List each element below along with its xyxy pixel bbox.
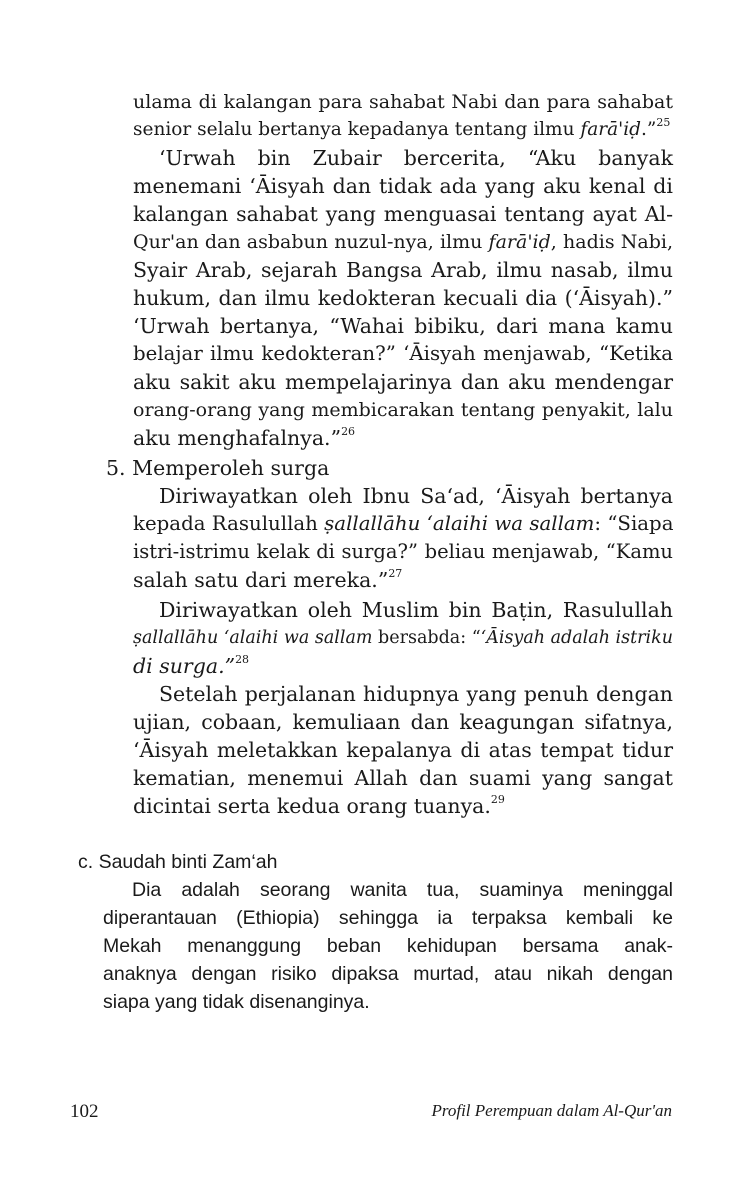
paragraph-line: dicintai serta kedua orang tuanya.$^{29}$ xyxy=(133,793,505,818)
paragraph-line: siapa yang tidak disenanginya. xyxy=(103,991,370,1013)
paragraph-line: ulama di kalangan para sahabat Nabi dan para sahabat xyxy=(133,91,673,113)
footnote-ref: 27 xyxy=(388,567,403,581)
paragraph-line: ṣallallāhu ‘alaihi wa sallam bersabda: “‘Āisyah adalah istriku xyxy=(133,628,673,648)
paragraph-line: ‘Urwah bertanya, “Wahai bibiku, dari mana kamu xyxy=(133,314,673,338)
paragraph-line: orang-orang yang membicarakan tentang penyakit, lalu xyxy=(133,399,673,421)
paragraph-line: kalangan sahabat yang menguasai tentang ayat Al- xyxy=(133,202,673,226)
paragraph-line: Diriwayatkan oleh Ibnu Sa‘ad, ‘Āisyah bertanya xyxy=(159,484,673,508)
footnote-ref: 29 xyxy=(490,793,505,807)
paragraph-line: Diriwayatkan oleh Muslim bin Baṭin, Rasulullah xyxy=(159,598,673,622)
paragraph-line: aku sakit aku mempelajarinya dan aku mendengar xyxy=(133,370,673,394)
paragraph-line: Mekah menanggung beban kehidupan bersama anak- xyxy=(103,935,673,957)
paragraph-line: ‘Urwah bin Zubair bercerita, “Aku banyak xyxy=(159,146,673,170)
list-item-heading: 5. Memperoleh surga xyxy=(106,456,330,480)
paragraph-line: diperantauan (Ethiopia) sehingga ia terpaksa kembali ke xyxy=(103,907,673,929)
paragraph-line: senior selalu bertanya kepadanya tentang ilmu farā'iḍ.”$^{25}$ xyxy=(133,115,671,140)
paragraph-line: hukum, dan ilmu kedokteran kecuali dia (‘Āisyah).” xyxy=(133,286,673,310)
paragraph-line: Setelah perjalanan hidupnya yang penuh dengan xyxy=(159,682,673,706)
paragraph-line: kematian, menemui Allah dan suami yang sangat xyxy=(133,766,673,790)
paragraph-line: aku menghafalnya.”$^{26}$ xyxy=(133,425,356,450)
footnote-ref: 25 xyxy=(656,115,671,129)
paragraph-line: istri-istrimu kelak di surga?” beliau menjawab, “Kamu xyxy=(133,540,673,563)
running-footer-title: Profil Perempuan dalam Al-Qur'an xyxy=(431,1101,672,1120)
paragraph-line: Syair Arab, sejarah Bangsa Arab, ilmu nasab, ilmu xyxy=(133,258,673,282)
footnote-ref: 26 xyxy=(341,425,356,439)
paragraph-line: anaknya dengan risiko dipaksa murtad, atau nikah dengan xyxy=(103,963,673,985)
paragraph-line: Qur'an dan asbabun nuzul-nya, ilmu farā'iḍ, hadis Nabi, xyxy=(133,231,673,253)
footnote-ref: 28 xyxy=(235,653,250,667)
paragraph-line: ‘Āisyah meletakkan kepalanya di atas tempat tidur xyxy=(133,738,673,762)
paragraph-line: belajar ilmu kedokteran?” ‘Āisyah menjawab, “Ketika xyxy=(133,342,673,365)
paragraph-line: salah satu dari mereka.”$^{27}$ xyxy=(133,567,403,592)
page-number: 102 xyxy=(70,1101,99,1122)
paragraph-line: ujian, cobaan, kemuliaan dan keagungan sifatnya, xyxy=(133,710,673,734)
section-heading: c. Saudah binti Zam‘ah xyxy=(78,851,278,873)
paragraph-line: menemani ‘Āisyah dan tidak ada yang aku kenal di xyxy=(133,174,673,198)
paragraph-line: kepada Rasulullah ṣallallāhu ‘alaihi wa sallam: “Siapa xyxy=(133,512,674,535)
paragraph-line: di surga.”$^{28}$ xyxy=(133,653,250,678)
paragraph-line: Dia adalah seorang wanita tua, suaminya meninggal xyxy=(132,879,673,901)
